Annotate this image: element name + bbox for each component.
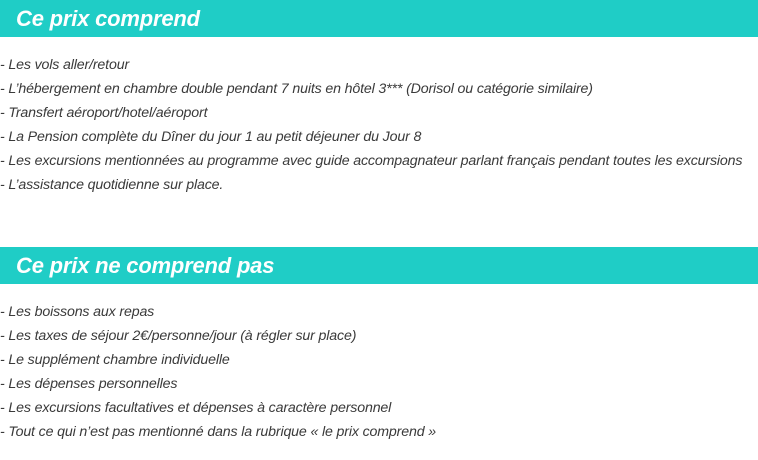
included-item: - La Pension complète du Dîner du jour 1 au petit déjeuner du Jour 8 <box>0 129 422 145</box>
included-item: - L’assistance quotidienne sur place. <box>0 177 224 193</box>
included-item: - L’hébergement en chambre double pendant 7 nuits en hôtel 3*** (Dorisol ou catégorie similaire) <box>0 81 593 97</box>
included-section-header <box>0 0 758 37</box>
included-item: - Les excursions mentionnées au programme avec guide accompagnateur parlant français pendant toutes les excursions <box>0 153 743 169</box>
excluded-section-header <box>0 247 758 284</box>
included-item: - Les vols aller/retour <box>0 57 130 73</box>
excluded-item: - Les excursions facultatives et dépenses à caractère personnel <box>0 400 392 416</box>
excluded-item: - Les dépenses personnelles <box>0 376 178 392</box>
included-section-title: Ce prix comprend <box>16 5 200 31</box>
excluded-item: - Tout ce qui n’est pas mentionné dans la rubrique « le prix comprend » <box>0 424 436 440</box>
excluded-item: - Le supplément chambre individuelle <box>0 352 230 368</box>
excluded-item: - Les taxes de séjour 2€/personne/jour (à régler sur place) <box>0 328 357 344</box>
excluded-section-title: Ce prix ne comprend pas <box>16 252 275 278</box>
excluded-list <box>0 300 758 444</box>
excluded-item: - Les boissons aux repas <box>0 304 155 320</box>
included-item: - Transfert aéroport/hotel/aéroport <box>0 105 208 121</box>
included-list <box>0 53 758 197</box>
